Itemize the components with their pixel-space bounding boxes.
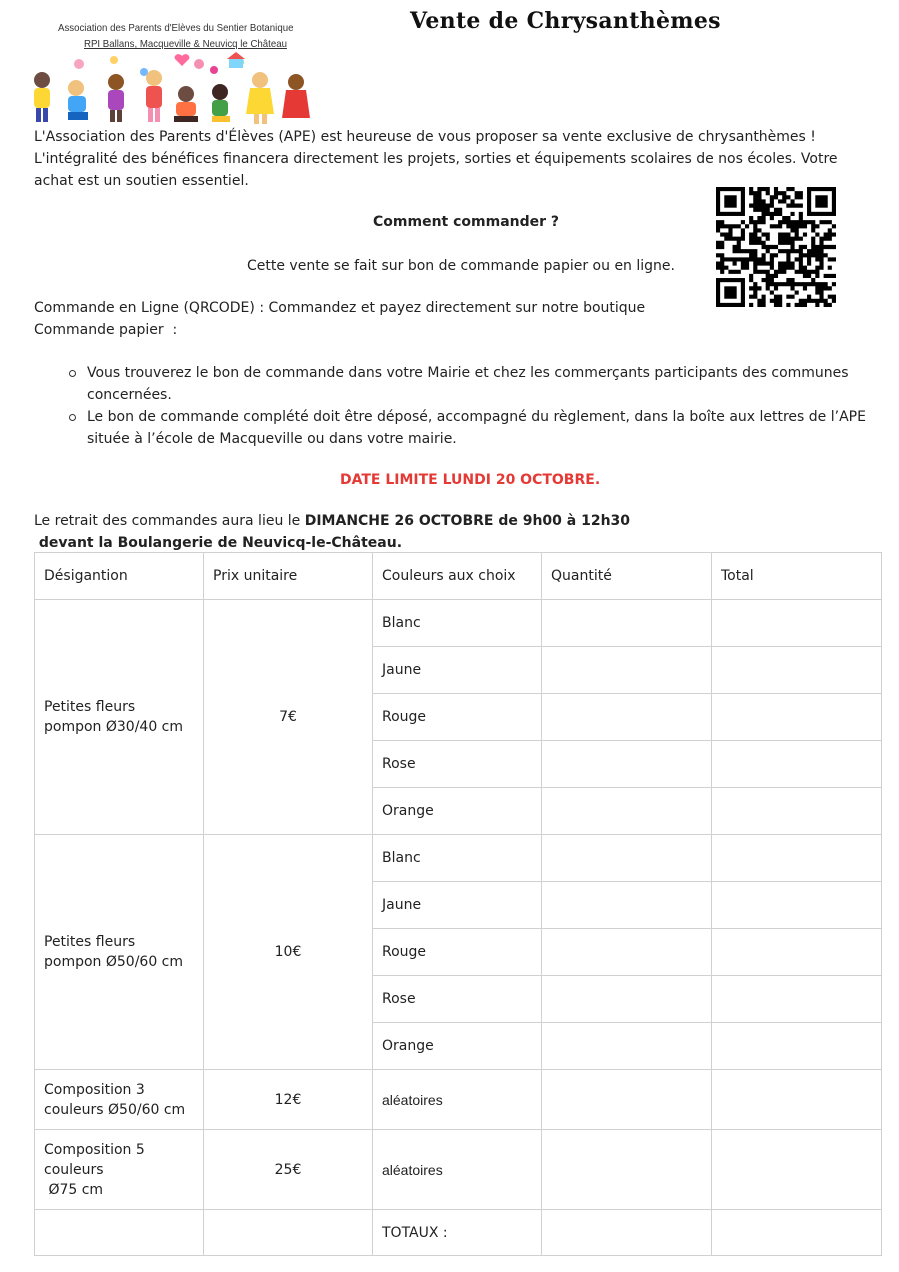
pickup-prefix: Le retrait des commandes aura lieu le — [34, 513, 305, 529]
header-designation: Désigantion — [35, 553, 204, 600]
quantity-cell[interactable] — [542, 882, 712, 929]
quantity-cell[interactable] — [542, 788, 712, 835]
rpi-name: RPI Ballans, Macqueville & Neuvicq le Château — [84, 38, 287, 50]
total-cell[interactable] — [712, 788, 882, 835]
intro-line: L'Association des Parents d'Élèves (APE) est heureuse de vous proposer sa vente exclusive de chrysanthèmes ! — [34, 129, 816, 145]
table-row — [35, 1130, 882, 1210]
total-cell[interactable] — [712, 1130, 882, 1210]
child-figure-7 — [246, 72, 274, 124]
quantity-cell[interactable] — [542, 1070, 712, 1130]
heart-icon — [175, 54, 190, 66]
paper-order-text: Commande papier : — [34, 322, 178, 338]
total-cell[interactable] — [712, 600, 882, 647]
color-option: Rouge — [373, 929, 542, 976]
list-item: Vous trouverez le bon de commande dans votre Mairie et chez les commerçants participants des communes concernées. — [34, 362, 894, 406]
quantity-cell[interactable] — [542, 694, 712, 741]
product-price: 10€ — [204, 835, 373, 1070]
child-figure-1 — [34, 72, 50, 122]
color-option: Blanc — [373, 600, 542, 647]
child-figure-3 — [108, 74, 124, 122]
product-price: 25€ — [204, 1130, 373, 1210]
color-option: Jaune — [373, 882, 542, 929]
quantity-cell[interactable] — [542, 929, 712, 976]
pickup-location: devant la Boulangerie de Neuvicq-le-Château. — [34, 535, 403, 551]
empty-cell — [204, 1210, 373, 1256]
association-name: Association des Parents d'Elèves du Sentier Botanique — [58, 22, 294, 34]
quantity-cell[interactable] — [542, 1130, 712, 1210]
color-option: Rose — [373, 976, 542, 1023]
product-price: 7€ — [204, 600, 373, 835]
child-figure-6 — [212, 84, 230, 122]
instructions-list — [34, 362, 894, 450]
house-icon — [227, 52, 245, 68]
total-cell[interactable] — [712, 882, 882, 929]
header-colors: Couleurs aux choix — [373, 553, 542, 600]
header-unit-price: Prix unitaire — [204, 553, 373, 600]
child-figure-2 — [68, 80, 88, 120]
list-item: Le bon de commande complété doit être déposé, accompagné du règlement, dans la boîte aux lettres de l’APE située à l’école de Macqueville ou dans votre mairie. — [34, 406, 894, 450]
product-price: 12€ — [204, 1070, 373, 1130]
table-row — [35, 1070, 882, 1130]
color-option: Blanc — [373, 835, 542, 882]
quantity-cell[interactable] — [542, 976, 712, 1023]
child-figure-8 — [282, 74, 310, 118]
total-cell[interactable] — [712, 976, 882, 1023]
qr-code-icon[interactable] — [716, 187, 836, 307]
color-option: aléatoires — [373, 1070, 542, 1130]
totals-row — [35, 1210, 882, 1256]
quantity-cell[interactable] — [542, 835, 712, 882]
color-option: Orange — [373, 788, 542, 835]
header-total: Total — [712, 553, 882, 600]
color-option: Rose — [373, 741, 542, 788]
pickup-info — [34, 510, 630, 532]
header-quantity: Quantité — [542, 553, 712, 600]
total-cell[interactable] — [712, 835, 882, 882]
child-figure-5 — [174, 86, 198, 122]
quantity-cell[interactable] — [542, 741, 712, 788]
table-header-row — [35, 553, 882, 600]
totals-label: TOTAUX : — [373, 1210, 542, 1256]
table-row — [35, 600, 882, 647]
quantity-cell[interactable] — [542, 647, 712, 694]
total-cell[interactable] — [712, 929, 882, 976]
product-name: Composition 3 couleurs Ø50/60 cm — [35, 1070, 204, 1130]
empty-cell — [35, 1210, 204, 1256]
total-cell[interactable] — [712, 741, 882, 788]
child-figure-4 — [146, 70, 162, 122]
deadline-notice: DATE LIMITE LUNDI 20 OCTOBRE. — [340, 472, 601, 488]
total-cell[interactable] — [712, 1023, 882, 1070]
how-to-subtitle: Cette vente se fait sur bon de commande papier ou en ligne. — [247, 258, 675, 274]
product-name-line: couleurs — [44, 1161, 104, 1178]
how-to-heading: Comment commander ? — [373, 214, 560, 230]
color-option: Rouge — [373, 694, 542, 741]
color-option: Orange — [373, 1023, 542, 1070]
product-name — [35, 1130, 204, 1210]
intro-line: achat est un soutien essentiel. — [34, 173, 249, 189]
color-option: Jaune — [373, 647, 542, 694]
table-row — [35, 835, 882, 882]
quantity-total-cell[interactable] — [542, 1210, 712, 1256]
children-illustration — [24, 52, 324, 126]
total-cell[interactable] — [712, 694, 882, 741]
quantity-cell[interactable] — [542, 600, 712, 647]
quantity-cell[interactable] — [542, 1023, 712, 1070]
color-option: aléatoires — [373, 1130, 542, 1210]
intro-line: L'intégralité des bénéfices financera directement les projets, sorties et équipements scolaires de nos écoles. Votre — [34, 151, 838, 167]
product-name-line: Composition 5 — [44, 1141, 145, 1158]
product-name: Petites fleurs pompon Ø50/60 cm — [35, 835, 204, 1070]
total-cell[interactable] — [712, 647, 882, 694]
page-title: Vente de Chrysanthèmes — [410, 8, 721, 34]
product-name: Petites fleurs pompon Ø30/40 cm — [35, 600, 204, 835]
total-cell[interactable] — [712, 1070, 882, 1130]
intro-paragraph — [34, 126, 838, 192]
online-order-text: Commande en Ligne (QRCODE) : Commandez et payez directement sur notre boutique — [34, 300, 646, 316]
pickup-date: DIMANCHE 26 OCTOBRE de 9h00 à 12h30 — [304, 513, 631, 529]
order-table — [34, 552, 882, 1256]
grand-total-cell[interactable] — [712, 1210, 882, 1256]
product-name-line: Ø75 cm — [44, 1181, 104, 1198]
